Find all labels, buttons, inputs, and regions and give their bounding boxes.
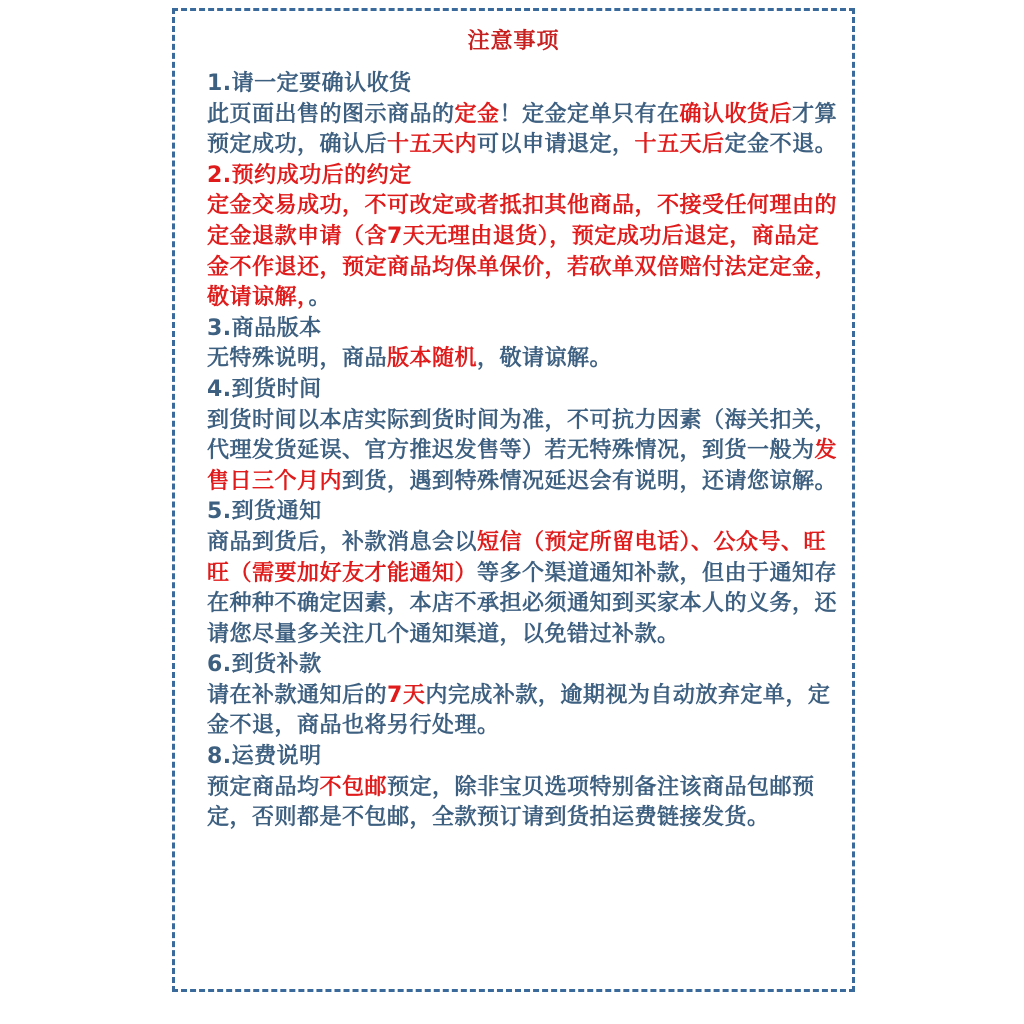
body-text: 此页面出售的图示商品的 xyxy=(207,101,455,127)
highlight-text: 版本随机 xyxy=(387,346,478,372)
section-heading: 5.到货通知 xyxy=(207,499,322,525)
notice-section xyxy=(207,69,838,161)
body-text: 定金不退。 xyxy=(724,132,838,158)
notice-section xyxy=(207,161,838,314)
body-text: 等多个渠道通知补款，但由于通知存在种种不确定因素，本店不承担必须通知到买家本人的义务，还请您尽量多关注几个通知渠道，以免错过补款。 xyxy=(207,560,838,647)
body-text: 。 xyxy=(308,285,332,311)
section-heading: 8.运费说明 xyxy=(207,744,322,770)
section-heading: 6.到货补款 xyxy=(207,652,322,678)
notice-title: 注意事项 xyxy=(467,29,560,54)
body-text: 请在补款通知后的 xyxy=(207,682,388,708)
body-text: 到货时间以本店实际到货时间为准，不可抗力因素（海关扣关，代理发货延误、官方推迟发售等）若无特殊情况，到货一般为 xyxy=(207,407,838,464)
body-text: 商品到货后，补款消息会以 xyxy=(207,529,478,555)
section-paragraph xyxy=(207,344,838,375)
highlight-text: 短信（预定所留电话）、公众号、旺旺（需要加好友才能通知） xyxy=(207,529,827,586)
highlight-text: 发售日三个月内 xyxy=(207,438,838,494)
body-text: 到货，遇到特殊情况延迟会有说明，还请您谅解。 xyxy=(342,468,838,494)
body-text: 才算预定成功，确认后 xyxy=(207,101,838,158)
body-text: 预定，除非宝贝选项特别备注该商品包邮预定，否则都是不包邮，全款预订请到货拍运费链接发货。 xyxy=(207,774,815,831)
highlight-text: 定金交易成功，不可改定或者抵扣其他商品，不接受任何理由的定金退款申请（含7天无理由退货），预定成功后退定，商品定金不作退还，预定商品均保单保价，若砍单双倍赔付法定定金，敬请谅解， xyxy=(207,193,838,311)
section-paragraph xyxy=(207,681,838,742)
highlight-text: 确认收货后 xyxy=(679,101,793,127)
highlight-text: 十五天内 xyxy=(387,132,478,158)
section-paragraph xyxy=(207,191,838,313)
highlight-text: 定金 xyxy=(454,101,500,127)
section-paragraph xyxy=(207,100,838,161)
section-heading: 3.商品版本 xyxy=(207,315,322,341)
section-paragraph xyxy=(207,406,838,498)
notice-body xyxy=(207,69,838,834)
highlight-text: 十五天后 xyxy=(634,132,725,158)
section-paragraph xyxy=(207,528,838,650)
section-heading: 2.预约成功后的约定 xyxy=(207,162,412,188)
body-text: ！定金定单只有在 xyxy=(499,101,680,127)
notice-section xyxy=(207,650,838,742)
section-heading: 4.到货时间 xyxy=(207,376,322,402)
highlight-text: 不包邮 xyxy=(319,774,388,800)
notice-frame xyxy=(172,8,855,992)
body-text: ，敬请谅解。 xyxy=(477,346,613,372)
body-text: 内完成补款，逾期视为自动放弃定单，定金不退，商品也将另行处理。 xyxy=(207,682,831,739)
notice-section xyxy=(207,742,838,834)
notice-section xyxy=(207,497,838,650)
section-heading: 1.请一定要确认收货 xyxy=(207,71,412,96)
highlight-text: 7天 xyxy=(387,682,426,708)
section-paragraph xyxy=(207,773,838,834)
body-text: 可以申请退定， xyxy=(477,132,635,158)
body-text: 无特殊说明，商品 xyxy=(207,346,388,372)
notice-section xyxy=(207,314,838,375)
body-text: 预定商品均 xyxy=(207,774,320,800)
notice-section xyxy=(207,375,838,497)
